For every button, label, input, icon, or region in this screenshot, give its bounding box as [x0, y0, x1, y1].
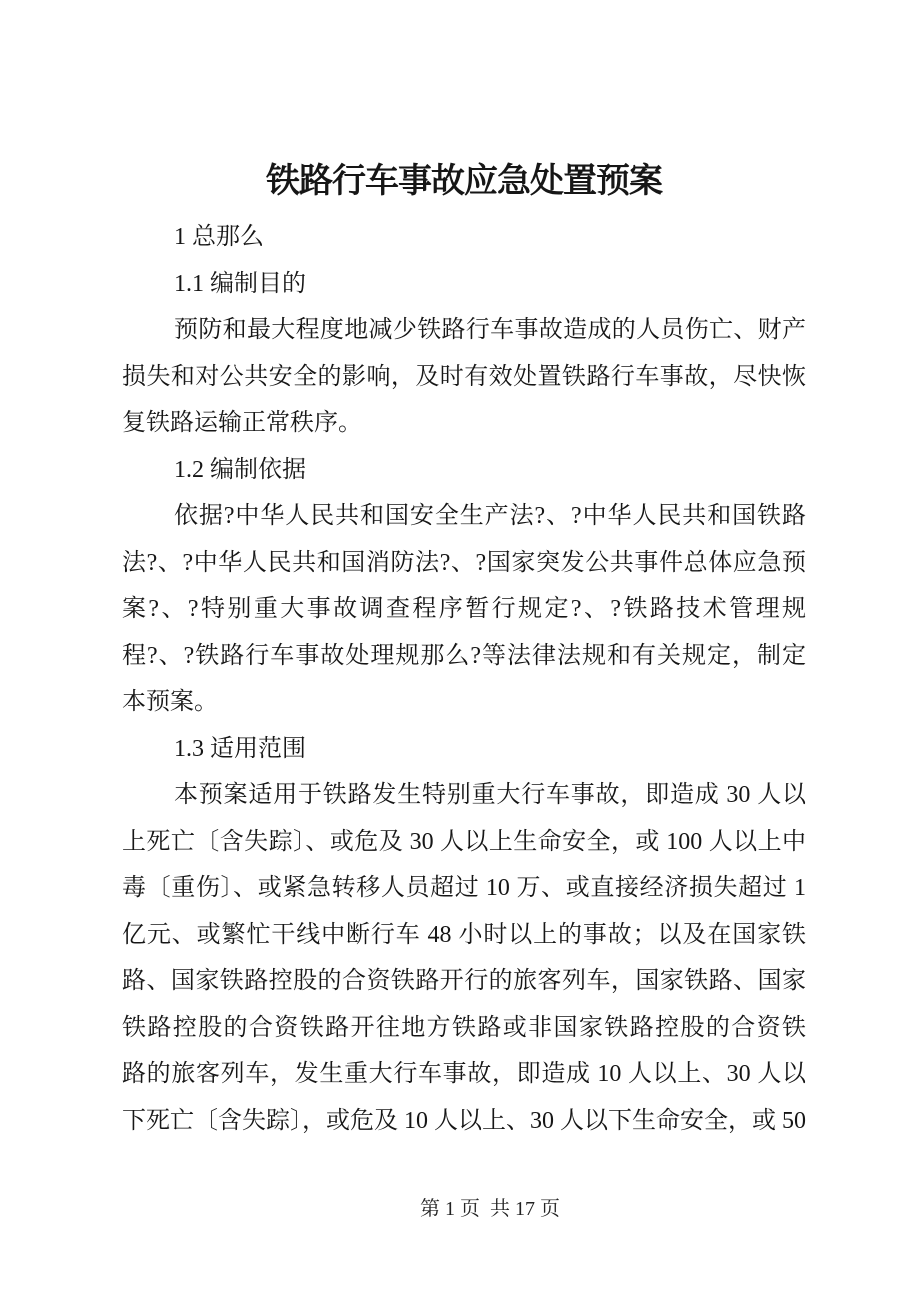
- paragraph-line: 路的旅客列车，发生重大行车事故，即造成 10 人以上、30 人以: [122, 1061, 806, 1087]
- paragraph-line: 路、国家铁路控股的合资铁路开行的旅客列车，国家铁路、国家: [122, 968, 806, 994]
- section-heading: 1 总那么: [174, 224, 264, 250]
- paragraph-line: 案?、?特别重大事故调查程序暂行规定?、?铁路技术管理规: [122, 596, 806, 622]
- paragraph-line: 本预案。: [122, 689, 218, 715]
- document-body: [122, 150, 806, 1144]
- paragraph-line: 法?、?中华人民共和国消防法?、?国家突发公共事件总体应急预: [122, 549, 806, 576]
- section-heading: 1.1 编制目的: [174, 270, 306, 297]
- paragraph-line: 依据?中华人民共和国安全生产法?、?中华人民共和国铁路: [174, 503, 806, 529]
- paragraph-line: 本预案适用于铁路发生特别重大行车事故，即造成 30 人以: [174, 782, 806, 808]
- paragraph-line: 铁路控股的合资铁路开往地方铁路或非国家铁路控股的合资铁: [122, 1014, 806, 1041]
- paragraph-line: 损失和对公共安全的影响，及时有效处置铁路行车事故，尽快恢: [122, 363, 806, 390]
- paragraph-line: 毒〔重伤〕、或紧急转移人员超过 10 万、或直接经济损失超过 1: [122, 875, 806, 901]
- paragraph-line: 亿元、或繁忙干线中断行车 48 小时以上的事故；以及在国家铁: [122, 921, 806, 948]
- paragraph-line: 上死亡〔含失踪〕、或危及 30 人以上生命安全，或 100 人以上中: [122, 828, 806, 855]
- paragraph-line: 预防和最大程度地减少铁路行车事故造成的人员伤亡、财产: [174, 317, 806, 343]
- section-heading: 1.3 适用范围: [174, 735, 306, 762]
- paragraph-line: 下死亡〔含失踪〕，或危及 10 人以上、30 人以下生命安全，或 50: [122, 1107, 806, 1134]
- doc-title: 铁路行车事故应急处置预案: [266, 163, 662, 200]
- paragraph-line: 程?、?铁路行车事故处理规那么?等法律法规和有关规定，制定: [122, 642, 806, 669]
- section-heading: 1.2 编制依据: [174, 456, 306, 483]
- paragraph-line: 复铁路运输正常秩序。: [122, 410, 362, 436]
- page-footer: 第 1 页 共 17 页: [420, 1198, 560, 1220]
